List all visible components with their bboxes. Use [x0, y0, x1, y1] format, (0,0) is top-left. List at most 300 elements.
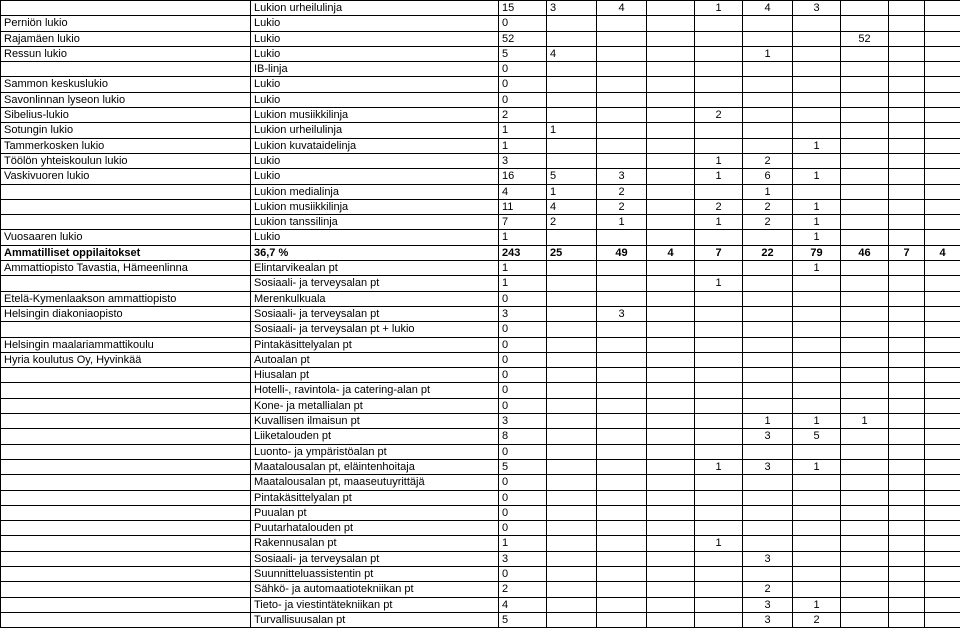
- value-cell: [889, 108, 925, 123]
- value-cell: [547, 566, 597, 581]
- school-name-cell: Töölön yhteiskoulun lukio: [1, 153, 251, 168]
- value-cell: [793, 62, 841, 77]
- value-cell: [841, 92, 889, 107]
- table-row: [1, 108, 960, 123]
- value-cell: [889, 77, 925, 92]
- value-cell: [925, 46, 960, 61]
- value-cell: 52: [841, 31, 889, 46]
- value-cell: [597, 383, 647, 398]
- value-cell: [743, 123, 793, 138]
- value-cell: [647, 261, 695, 276]
- school-name-cell: Helsingin diakoniaopisto: [1, 306, 251, 321]
- value-cell: [925, 597, 960, 612]
- school-name-cell: [1, 459, 251, 474]
- value-cell: [841, 46, 889, 61]
- program-cell: Lukio: [251, 31, 499, 46]
- value-cell: [647, 597, 695, 612]
- value-cell: [547, 414, 597, 429]
- school-name-cell: Ammattiopisto Tavastia, Hämeenlinna: [1, 261, 251, 276]
- value-cell: [647, 490, 695, 505]
- value-cell: [547, 261, 597, 276]
- value-cell: [647, 184, 695, 199]
- program-cell: Sosiaali- ja terveysalan pt: [251, 306, 499, 321]
- value-cell: [597, 138, 647, 153]
- value-cell: [647, 414, 695, 429]
- value-cell: 0: [499, 383, 547, 398]
- table-row: [1, 536, 960, 551]
- value-cell: [925, 459, 960, 474]
- value-cell: [889, 383, 925, 398]
- value-cell: [597, 368, 647, 383]
- school-name-cell: [1, 612, 251, 627]
- value-cell: [695, 184, 743, 199]
- program-cell: Kuvallisen ilmaisun pt: [251, 414, 499, 429]
- value-cell: [889, 566, 925, 581]
- value-cell: [743, 16, 793, 31]
- value-cell: [925, 398, 960, 413]
- value-cell: [925, 368, 960, 383]
- value-cell: [841, 475, 889, 490]
- value-cell: [889, 199, 925, 214]
- value-cell: [889, 92, 925, 107]
- value-cell: [647, 46, 695, 61]
- value-cell: 3: [547, 1, 597, 16]
- value-cell: 3: [793, 1, 841, 16]
- program-cell: Kone- ja metallialan pt: [251, 398, 499, 413]
- value-cell: 0: [499, 475, 547, 490]
- value-cell: [647, 429, 695, 444]
- value-cell: [889, 475, 925, 490]
- value-cell: [647, 582, 695, 597]
- value-cell: [889, 291, 925, 306]
- value-cell: 25: [547, 245, 597, 260]
- program-cell: Liiketalouden pt: [251, 429, 499, 444]
- value-cell: [547, 459, 597, 474]
- program-cell: Suunnitteluassistentin pt: [251, 566, 499, 581]
- value-cell: [925, 16, 960, 31]
- program-cell: Autoalan pt: [251, 352, 499, 367]
- value-cell: [597, 475, 647, 490]
- value-cell: [695, 62, 743, 77]
- value-cell: 22: [743, 245, 793, 260]
- school-name-cell: [1, 383, 251, 398]
- school-name-cell: Rajamäen lukio: [1, 31, 251, 46]
- value-cell: [793, 551, 841, 566]
- value-cell: [889, 429, 925, 444]
- value-cell: [841, 291, 889, 306]
- value-cell: [647, 1, 695, 16]
- value-cell: [743, 444, 793, 459]
- value-cell: [743, 505, 793, 520]
- value-cell: 1: [547, 184, 597, 199]
- value-cell: 1: [695, 153, 743, 168]
- value-cell: [793, 337, 841, 352]
- value-cell: 0: [499, 444, 547, 459]
- table-row: [1, 184, 960, 199]
- table-row: [1, 123, 960, 138]
- value-cell: [889, 31, 925, 46]
- value-cell: [547, 429, 597, 444]
- value-cell: [841, 153, 889, 168]
- value-cell: [547, 31, 597, 46]
- program-cell: Lukion musiikkilinja: [251, 108, 499, 123]
- value-cell: 1: [793, 230, 841, 245]
- value-cell: [597, 414, 647, 429]
- value-cell: [841, 582, 889, 597]
- value-cell: [841, 123, 889, 138]
- value-cell: [547, 77, 597, 92]
- value-cell: 52: [499, 31, 547, 46]
- value-cell: 0: [499, 505, 547, 520]
- table-row: [1, 199, 960, 214]
- value-cell: [889, 398, 925, 413]
- value-cell: 1: [793, 261, 841, 276]
- value-cell: 4: [647, 245, 695, 260]
- value-cell: 46: [841, 245, 889, 260]
- value-cell: [841, 169, 889, 184]
- value-cell: [841, 322, 889, 337]
- value-cell: [925, 199, 960, 214]
- value-cell: [647, 123, 695, 138]
- value-cell: [547, 276, 597, 291]
- school-name-cell: Tammerkosken lukio: [1, 138, 251, 153]
- value-cell: [695, 352, 743, 367]
- school-name-cell: [1, 505, 251, 520]
- value-cell: 1: [499, 138, 547, 153]
- school-name-cell: Ammatilliset oppilaitokset: [1, 245, 251, 260]
- value-cell: [841, 383, 889, 398]
- table-row: [1, 566, 960, 581]
- value-cell: [597, 276, 647, 291]
- value-cell: [647, 475, 695, 490]
- table-row: [1, 138, 960, 153]
- value-cell: 0: [499, 92, 547, 107]
- value-cell: [695, 46, 743, 61]
- value-cell: [793, 31, 841, 46]
- value-cell: [889, 138, 925, 153]
- value-cell: [841, 551, 889, 566]
- table-row: [1, 414, 960, 429]
- value-cell: [889, 62, 925, 77]
- value-cell: [841, 276, 889, 291]
- program-cell: Lukio: [251, 16, 499, 31]
- value-cell: 79: [793, 245, 841, 260]
- value-cell: 3: [499, 551, 547, 566]
- value-cell: 4: [925, 245, 960, 260]
- value-cell: [743, 398, 793, 413]
- value-cell: 6: [743, 169, 793, 184]
- value-cell: [793, 184, 841, 199]
- value-cell: 3: [743, 551, 793, 566]
- value-cell: 3: [597, 306, 647, 321]
- value-cell: [743, 138, 793, 153]
- value-cell: 1: [695, 215, 743, 230]
- value-cell: [695, 582, 743, 597]
- program-cell: Sosiaali- ja terveysalan pt: [251, 551, 499, 566]
- value-cell: [647, 291, 695, 306]
- school-name-cell: [1, 414, 251, 429]
- program-cell: Lukion medialinja: [251, 184, 499, 199]
- value-cell: [547, 230, 597, 245]
- value-cell: 16: [499, 169, 547, 184]
- value-cell: 2: [597, 199, 647, 214]
- value-cell: [925, 230, 960, 245]
- value-cell: [925, 291, 960, 306]
- table-row: [1, 77, 960, 92]
- value-cell: [889, 582, 925, 597]
- value-cell: 2: [743, 153, 793, 168]
- value-cell: [547, 291, 597, 306]
- value-cell: [793, 383, 841, 398]
- value-cell: [889, 352, 925, 367]
- value-cell: [925, 566, 960, 581]
- value-cell: [841, 444, 889, 459]
- table-row: [1, 322, 960, 337]
- value-cell: 3: [743, 429, 793, 444]
- value-cell: [547, 582, 597, 597]
- school-name-cell: [1, 184, 251, 199]
- value-cell: [647, 444, 695, 459]
- value-cell: [597, 352, 647, 367]
- value-cell: [793, 536, 841, 551]
- value-cell: 3: [499, 414, 547, 429]
- value-cell: [597, 153, 647, 168]
- value-cell: [925, 31, 960, 46]
- value-cell: [841, 566, 889, 581]
- value-cell: [547, 92, 597, 107]
- value-cell: [793, 92, 841, 107]
- value-cell: [547, 16, 597, 31]
- school-name-cell: [1, 215, 251, 230]
- school-name-cell: Vaskivuoren lukio: [1, 169, 251, 184]
- value-cell: [597, 322, 647, 337]
- value-cell: [547, 475, 597, 490]
- value-cell: 1: [793, 138, 841, 153]
- value-cell: [743, 77, 793, 92]
- value-cell: [547, 521, 597, 536]
- table-row: [1, 153, 960, 168]
- value-cell: [647, 352, 695, 367]
- value-cell: [743, 92, 793, 107]
- value-cell: [925, 138, 960, 153]
- school-name-cell: [1, 398, 251, 413]
- value-cell: [597, 123, 647, 138]
- value-cell: [547, 490, 597, 505]
- value-cell: [743, 536, 793, 551]
- school-name-cell: Sammon keskuslukio: [1, 77, 251, 92]
- value-cell: [889, 153, 925, 168]
- value-cell: [597, 31, 647, 46]
- value-cell: [597, 536, 647, 551]
- value-cell: 5: [793, 429, 841, 444]
- value-cell: [647, 322, 695, 337]
- program-cell: Lukion kuvataidelinja: [251, 138, 499, 153]
- table-row: [1, 261, 960, 276]
- value-cell: [793, 16, 841, 31]
- value-cell: [695, 306, 743, 321]
- value-cell: [841, 398, 889, 413]
- value-cell: 1: [793, 169, 841, 184]
- value-cell: [597, 62, 647, 77]
- value-cell: [793, 475, 841, 490]
- school-name-cell: [1, 551, 251, 566]
- value-cell: 1: [499, 123, 547, 138]
- value-cell: 1: [743, 46, 793, 61]
- school-name-cell: Helsingin maalariammattikoulu: [1, 337, 251, 352]
- value-cell: 2: [695, 199, 743, 214]
- table-row: [1, 62, 960, 77]
- value-cell: [647, 230, 695, 245]
- value-cell: [647, 62, 695, 77]
- value-cell: [793, 368, 841, 383]
- school-name-cell: Sotungin lukio: [1, 123, 251, 138]
- value-cell: 5: [499, 46, 547, 61]
- school-name-cell: [1, 582, 251, 597]
- value-cell: [695, 337, 743, 352]
- value-cell: [547, 597, 597, 612]
- value-cell: 2: [793, 612, 841, 627]
- program-cell: Hiusalan pt: [251, 368, 499, 383]
- value-cell: [841, 352, 889, 367]
- value-cell: [743, 230, 793, 245]
- value-cell: 1: [841, 414, 889, 429]
- value-cell: [841, 306, 889, 321]
- value-cell: [925, 169, 960, 184]
- value-cell: [889, 215, 925, 230]
- school-name-cell: Perniön lukio: [1, 16, 251, 31]
- value-cell: [793, 566, 841, 581]
- value-cell: 7: [695, 245, 743, 260]
- value-cell: [597, 505, 647, 520]
- value-cell: [597, 261, 647, 276]
- value-cell: [841, 261, 889, 276]
- value-cell: [695, 230, 743, 245]
- value-cell: 3: [499, 153, 547, 168]
- value-cell: [925, 276, 960, 291]
- value-cell: [925, 505, 960, 520]
- value-cell: [695, 521, 743, 536]
- table-row: [1, 597, 960, 612]
- value-cell: 0: [499, 352, 547, 367]
- program-cell: Turvallisuusalan pt: [251, 612, 499, 627]
- value-cell: [547, 383, 597, 398]
- table-row: [1, 398, 960, 413]
- value-cell: 0: [499, 368, 547, 383]
- value-cell: [841, 521, 889, 536]
- table-row: [1, 245, 960, 260]
- value-cell: 5: [499, 612, 547, 627]
- program-cell: Sosiaali- ja terveysalan pt + lukio: [251, 322, 499, 337]
- school-name-cell: Ressun lukio: [1, 46, 251, 61]
- school-name-cell: Hyria koulutus Oy, Hyvinkää: [1, 352, 251, 367]
- value-cell: [695, 383, 743, 398]
- value-cell: [889, 597, 925, 612]
- program-cell: Maatalousalan pt, eläintenhoitaja: [251, 459, 499, 474]
- value-cell: [793, 490, 841, 505]
- value-cell: [793, 505, 841, 520]
- table-row: [1, 429, 960, 444]
- value-cell: [597, 582, 647, 597]
- program-cell: Rakennusalan pt: [251, 536, 499, 551]
- value-cell: [647, 138, 695, 153]
- value-cell: [841, 16, 889, 31]
- value-cell: [647, 398, 695, 413]
- value-cell: 1: [695, 276, 743, 291]
- program-cell: Lukio: [251, 92, 499, 107]
- table-row: [1, 383, 960, 398]
- value-cell: [647, 77, 695, 92]
- table-row: [1, 368, 960, 383]
- value-cell: [743, 291, 793, 306]
- value-cell: [695, 490, 743, 505]
- value-cell: [647, 521, 695, 536]
- value-cell: [647, 108, 695, 123]
- value-cell: [925, 582, 960, 597]
- value-cell: [695, 414, 743, 429]
- value-cell: [647, 199, 695, 214]
- table-row: [1, 475, 960, 490]
- value-cell: [547, 536, 597, 551]
- program-cell: Tieto- ja viestintätekniikan pt: [251, 597, 499, 612]
- value-cell: [647, 169, 695, 184]
- value-cell: [889, 444, 925, 459]
- program-cell: Elintarvikealan pt: [251, 261, 499, 276]
- value-cell: [547, 138, 597, 153]
- value-cell: [597, 459, 647, 474]
- value-cell: [925, 429, 960, 444]
- value-cell: [889, 46, 925, 61]
- value-cell: 0: [499, 398, 547, 413]
- value-cell: 1: [597, 215, 647, 230]
- value-cell: 4: [597, 1, 647, 16]
- value-cell: [547, 505, 597, 520]
- value-cell: [925, 92, 960, 107]
- value-cell: 5: [547, 169, 597, 184]
- value-cell: 3: [743, 612, 793, 627]
- school-name-cell: [1, 199, 251, 214]
- value-cell: 0: [499, 490, 547, 505]
- table-row: [1, 490, 960, 505]
- value-cell: [743, 108, 793, 123]
- value-cell: [889, 505, 925, 520]
- value-cell: [841, 505, 889, 520]
- value-cell: 1: [743, 414, 793, 429]
- table-row: [1, 291, 960, 306]
- value-cell: [597, 92, 647, 107]
- school-name-cell: [1, 276, 251, 291]
- value-cell: [889, 612, 925, 627]
- value-cell: [841, 199, 889, 214]
- school-name-cell: [1, 521, 251, 536]
- value-cell: [841, 1, 889, 16]
- value-cell: [841, 215, 889, 230]
- value-cell: [793, 291, 841, 306]
- value-cell: [743, 566, 793, 581]
- value-cell: [841, 62, 889, 77]
- table-row: [1, 521, 960, 536]
- value-cell: [793, 322, 841, 337]
- school-name-cell: [1, 1, 251, 16]
- program-cell: Merenkulkuala: [251, 291, 499, 306]
- value-cell: 1: [793, 414, 841, 429]
- value-cell: 2: [499, 582, 547, 597]
- value-cell: [597, 230, 647, 245]
- value-cell: [647, 383, 695, 398]
- value-cell: 1: [695, 169, 743, 184]
- value-cell: 1: [743, 184, 793, 199]
- value-cell: [695, 505, 743, 520]
- value-cell: [597, 521, 647, 536]
